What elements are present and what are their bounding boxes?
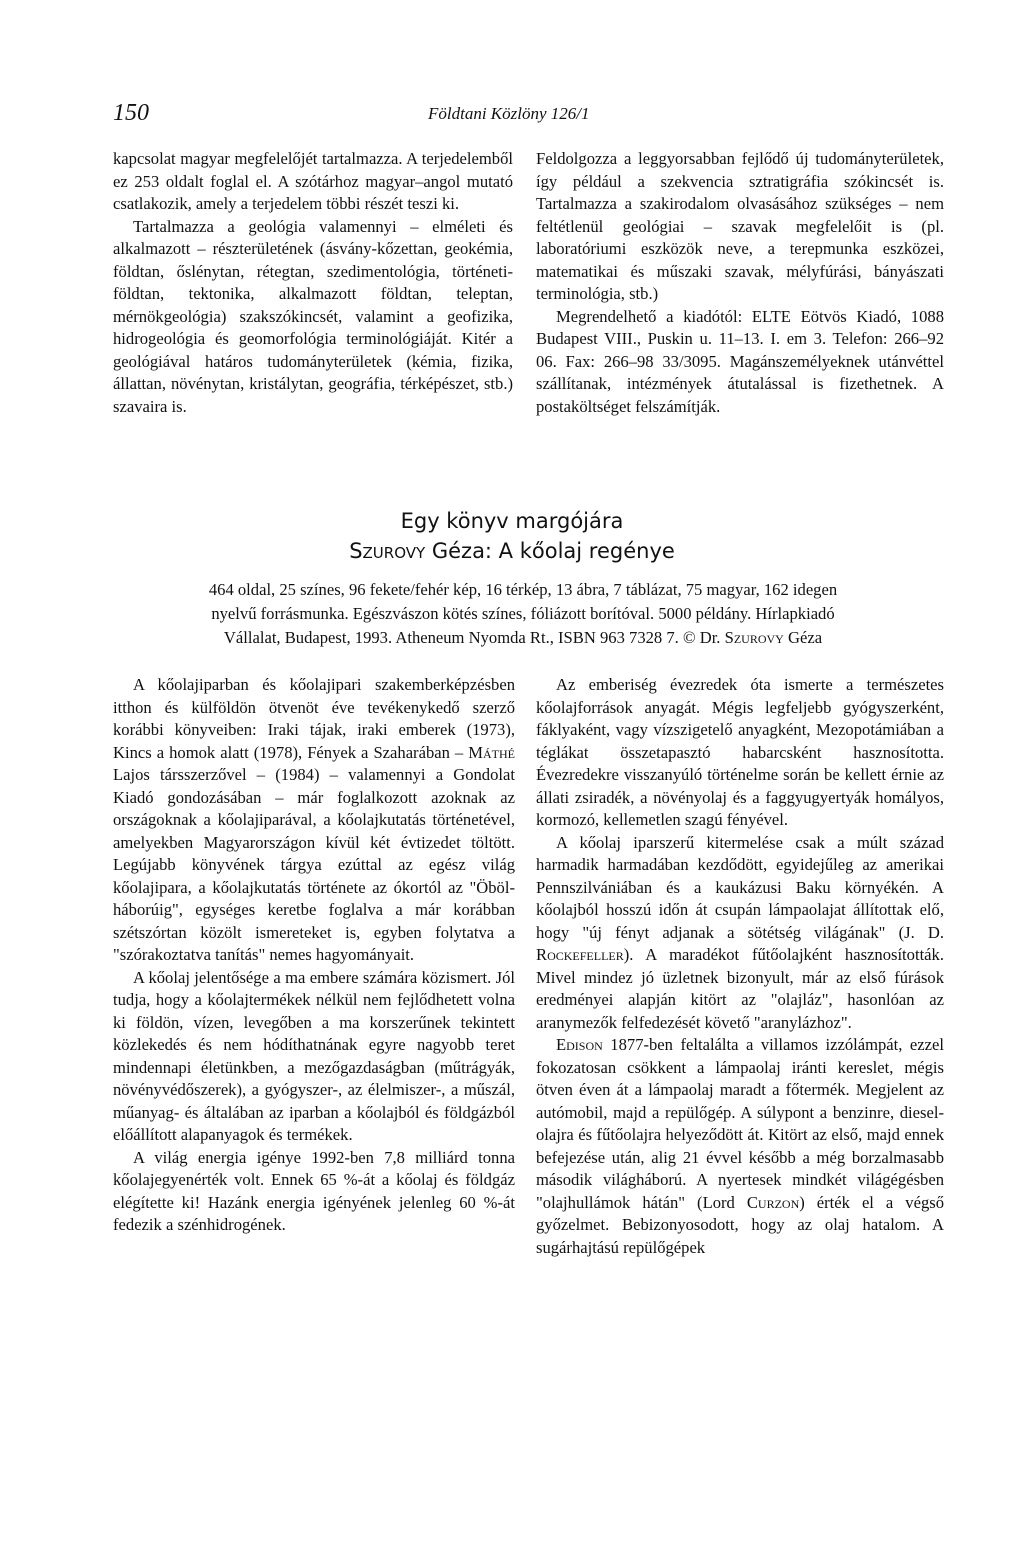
paragraph-text: A kőolajiparban és kőolajipari szakemberképzésben itthon és külföldön ötvenöt éve tevékenykedő szerző korábbi könyveiben: Iraki tájak, iraki emberek (1973), Kincs a homok alatt (1978), Fények a Szaharában – <box>113 675 515 762</box>
column-bottom-left <box>113 674 515 1237</box>
paragraph <box>113 674 515 967</box>
copyright-name: Szurovy <box>724 628 784 647</box>
page-number: 150 <box>113 100 149 126</box>
paragraph <box>536 1034 944 1259</box>
person-name: Edison <box>556 1035 603 1054</box>
paragraph-text: A kőolaj iparszerű kitermelése csak a múlt század harmadik harmadában kezdődött, egyidejűleg az amerikai Pennszilvániában és a kaukázusi Baku környékén. A kőolajból hosszú időn át csupán lámpaolajat állítottak elő, hogy "új fényt adjanak a sötétség világának" (J. D. <box>536 832 944 942</box>
book-details-line: 464 oldal, 25 színes, 96 fekete/fehér kép, 16 térkép, 13 ábra, 7 táblázat, 75 magyar, 162 idegen <box>208 580 838 599</box>
book-details-text: Géza <box>783 628 823 647</box>
paragraph-text: Lajos társszerzővel – (1984) – valamennyi a Gondolat Kiadó gondozásában – már foglalkozott azoknak az országoknak a kőolajiparával, a kőolajkutatás történetével, amelyekben Magyarországon kívül két évtizedet töltött. Legújabb könyvének tárgya ezúttal az egész világ kőolajipara, a kőolajkutatás története az ókortól az "Öböl-háborúig", egységes keretbe foglalva a már korábban szétszórtan közölt ismereteket is, egyben folytatva a "szórakoztatva tanítás" nemes hagyományait. <box>113 765 515 964</box>
book-details-text: Vállalat, Budapest, 1993. Atheneum Nyomda Rt., ISBN 963 7328 7. © Dr. <box>223 628 725 647</box>
paragraph: A kőolaj jelentősége a ma embere számára közismert. Jól tudja, hogy a kőolajtermékek nélkül nem fejlődhetett volna ki földön, vízen, levegőben a ma korszerűnek tekintett közlekedés és nem hódíthatnának egyre nagyobb teret mindennapi életünkben, a mezőgazdaságban (műtrágyák, növényvédőszerek), a gyógyszer-, az élelmiszer-, a műszál, műanyag- és általában az iparban a kőolajból és földgázból előállított alapanyagok és termékek. <box>113 967 515 1144</box>
section-heading: Egy könyv margójára <box>400 509 624 533</box>
paragraph: Tartalmazza a geológia valamennyi – elméleti és alkalmazott – részterületének (ásvány-kőzettan, geokémia, földtan, őslénytan, rétegtan, szedimentológia, történeti-földtan, tektonika, alkalmazott földtan, teleptan, mérnökgeológia) szakszókincsét, valamint a geofizika, hidrogeológia és geomorfológia terminológiáját. Kitér a geológiával határos tudományterületek (kémia, fizika, állattan, növénytan, kristálytan, geográfia, térképészet, stb.) szavaira is. <box>113 216 513 416</box>
person-name: Rockefeller <box>536 945 624 964</box>
book-title-text: Géza: A kőolaj regénye <box>425 539 675 563</box>
book-details <box>128 578 918 650</box>
author-surname: Szurovy <box>349 539 426 563</box>
book-details-line: nyelvű forrásmunka. Egészvászon kötés színes, fóliázott borítóval. 5000 példány. Hírlapkiadó <box>211 604 835 623</box>
person-name: Máthé <box>468 742 515 762</box>
paragraph-text: ) érték el a végső győzelmet. Bebizonyosodott, hogy az olaj hatalom. A sugárhajtású repülőgépek <box>536 1192 944 1257</box>
running-header: Földtani Közlöny 126/1 <box>428 104 590 123</box>
paragraph: Az emberiség évezredek óta ismerte a természetes kőolajforrások anyagát. Mégis legfeljebb gyógyszerként, fáklyaként, vagy vízszigetelő anyagként, Mezopotámiában a téglákat összetapasztó habarcsként hasznosította. Évezredekre visszanyúló történelme során be kellett érnie az állati zsiradék, a növényolaj és a faggyugyertyák homályos, kormozó, kellemetlen szagú fényével. <box>536 675 944 829</box>
column-top-left <box>113 148 513 418</box>
column-top-right <box>536 148 944 418</box>
paragraph-text: ). A maradékot fűtőolajként hasznosították. Mivel mindez jó üzletnek bizonyult, már az első fúrások eredményei alapján kitört az "olajláz", hasonlóan az aranymezők felfedezését követő "aranylázhoz". <box>536 945 944 1032</box>
paragraph-text: 1877-ben feltalálta a villamos izzólámpát, ezzel fokozatosan csökkent a lámpaolaj iránti kereslet, mégis ötven éven át a lámpaolaj maradt a főtermék. Megjelent az autómobil, majd a repülőgép. A súlypont a benzinre, diesel-olajra és fűtőolajra helyeződött át. Kitört az első, majd ennek befejezése után, alig 21 évvel később a még borzalmasabb második világháború. A nyertesek mindkét világégésben "olajhullámok hátán" (Lord <box>536 1035 944 1212</box>
paragraph: Feldolgozza a leggyorsabban fejlődő új tudományterületek, így például a szekvencia sztratigráfia szókincsét is. Tartalmazza a szakirodalom olvasásához szükséges – nem feltétlenül geológiai – szavak megfelelőit is (pl. laboratóriumi eszközök neve, a terepmunka eszközei, matematikai és műszaki szavak, mélyfúrási, bányászati terminológia, stb.) <box>536 149 944 303</box>
person-name: Curzon <box>746 1192 800 1212</box>
paragraph: A világ energia igénye 1992-ben 7,8 milliárd tonna kőolajegyenérték volt. Ennek 65 %-át a kőolaj és földgáz elégítette ki! Hazánk energia igényének jelenleg 60 %-át fedezik a szénhidrogének. <box>113 1147 515 1234</box>
column-bottom-right <box>536 674 944 1259</box>
paragraph: kapcsolat magyar megfelelőjét tartalmazza. A terjedelemből ez 253 oldalt foglal el. A szótárhoz magyar–angol mutató csatlakozik, amely a terjedelem többi részét teszi ki. <box>113 149 513 213</box>
paragraph <box>536 832 944 1035</box>
book-title <box>0 536 1024 566</box>
book-details-line <box>128 626 918 650</box>
paragraph: Megrendelhető a kiadótól: ELTE Eötvös Kiadó, 1088 Budapest VIII., Puskin u. 11–13. I. em 3. Telefon: 266–92 06. Fax: 266–98 33/3095. Magánszemélyeknek utánvéttel szállítanak, intézmények átutalással is fizethetnek. A postaköltséget felszámítják. <box>536 306 944 416</box>
